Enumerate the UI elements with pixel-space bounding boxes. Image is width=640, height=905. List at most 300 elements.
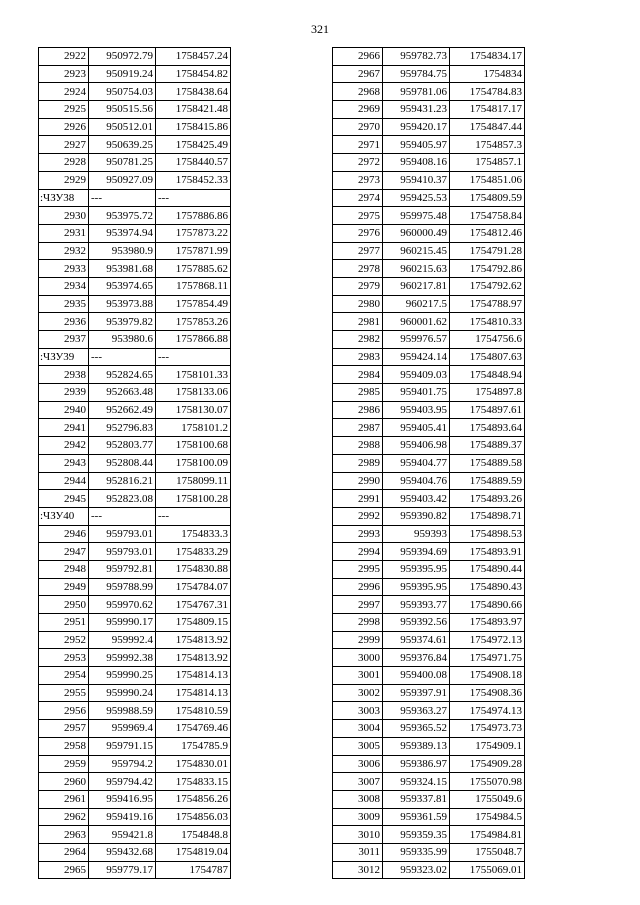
point-number-cell: 2965 — [39, 861, 89, 879]
point-number-cell: 2988 — [333, 437, 383, 455]
table-row — [333, 578, 525, 596]
y-coordinate-cell: 1754889.58 — [450, 454, 525, 472]
x-coordinate-cell: 960215.63 — [383, 260, 450, 278]
group-header-row — [39, 507, 231, 525]
y-coordinate-cell: 1754812.46 — [450, 224, 525, 242]
point-number-cell: 2958 — [39, 737, 89, 755]
y-coordinate-cell: 1754897.61 — [450, 401, 525, 419]
x-coordinate-cell: 959781.06 — [383, 83, 450, 101]
y-coordinate-cell: 1754851.06 — [450, 171, 525, 189]
table-row — [333, 454, 525, 472]
point-number-cell: 2964 — [39, 843, 89, 861]
table-row — [333, 490, 525, 508]
table-row — [39, 720, 231, 738]
table-row — [333, 808, 525, 826]
x-coordinate-cell: 959990.17 — [89, 614, 156, 632]
x-coordinate-cell: 959793.01 — [89, 543, 156, 561]
table-row — [333, 277, 525, 295]
table-row — [39, 207, 231, 225]
point-number-cell: :ЧЗУ38 — [39, 189, 89, 207]
y-coordinate-cell: 1754973.73 — [450, 720, 525, 738]
point-number-cell: 3008 — [333, 790, 383, 808]
x-coordinate-cell: 953974.94 — [89, 224, 156, 242]
x-coordinate-cell: 959788.99 — [89, 578, 156, 596]
table-row — [333, 207, 525, 225]
y-coordinate-cell: 1757873.22 — [156, 224, 231, 242]
point-number-cell: 2933 — [39, 260, 89, 278]
x-coordinate-cell: 959389.13 — [383, 737, 450, 755]
y-coordinate-cell: 1754856.26 — [156, 790, 231, 808]
point-number-cell: 2978 — [333, 260, 383, 278]
point-number-cell: 3001 — [333, 667, 383, 685]
x-coordinate-cell: 959782.73 — [383, 48, 450, 66]
table-row — [39, 83, 231, 101]
table-row — [39, 101, 231, 119]
x-coordinate-cell: 952823.08 — [89, 490, 156, 508]
table-row — [333, 48, 525, 66]
y-coordinate-cell: 1754834.17 — [450, 48, 525, 66]
point-number-cell: 2971 — [333, 136, 383, 154]
point-number-cell: 2970 — [333, 118, 383, 136]
x-coordinate-cell: 959432.68 — [89, 843, 156, 861]
x-coordinate-cell: 953973.88 — [89, 295, 156, 313]
table-row — [333, 437, 525, 455]
x-coordinate-cell: 959431.23 — [383, 101, 450, 119]
y-coordinate-cell: 1757854.49 — [156, 295, 231, 313]
point-number-cell: 3009 — [333, 808, 383, 826]
point-number-cell: 2967 — [333, 65, 383, 83]
point-number-cell: 2982 — [333, 331, 383, 349]
table-row — [39, 331, 231, 349]
y-coordinate-cell: 1754890.66 — [450, 596, 525, 614]
table-row — [39, 808, 231, 826]
y-coordinate-cell: 1758440.57 — [156, 154, 231, 172]
y-coordinate-cell: --- — [156, 507, 231, 525]
table-row — [39, 171, 231, 189]
point-number-cell: 2981 — [333, 313, 383, 331]
y-coordinate-cell: 1754791.28 — [450, 242, 525, 260]
point-number-cell: 2924 — [39, 83, 89, 101]
right-coordinate-table — [332, 47, 525, 879]
y-coordinate-cell: 1754889.59 — [450, 472, 525, 490]
x-coordinate-cell: 959421.8 — [89, 826, 156, 844]
table-row — [39, 419, 231, 437]
x-coordinate-cell: 950512.01 — [89, 118, 156, 136]
table-row — [333, 171, 525, 189]
point-number-cell: 2944 — [39, 472, 89, 490]
x-coordinate-cell: 950919.24 — [89, 65, 156, 83]
x-coordinate-cell: 959794.42 — [89, 773, 156, 791]
table-row — [333, 348, 525, 366]
table-row — [333, 313, 525, 331]
x-coordinate-cell: 959416.95 — [89, 790, 156, 808]
table-row — [39, 154, 231, 172]
x-coordinate-cell: 959794.2 — [89, 755, 156, 773]
point-number-cell: 2947 — [39, 543, 89, 561]
point-number-cell: 2928 — [39, 154, 89, 172]
y-coordinate-cell: 1754830.01 — [156, 755, 231, 773]
y-coordinate-cell: 1754814.13 — [156, 684, 231, 702]
point-number-cell: 3002 — [333, 684, 383, 702]
x-coordinate-cell: 959392.56 — [383, 614, 450, 632]
table-row — [39, 543, 231, 561]
point-number-cell: 2996 — [333, 578, 383, 596]
point-number-cell: 2940 — [39, 401, 89, 419]
table-row — [39, 366, 231, 384]
x-coordinate-cell: 959335.99 — [383, 843, 450, 861]
point-number-cell: 2950 — [39, 596, 89, 614]
y-coordinate-cell: 1757853.26 — [156, 313, 231, 331]
y-coordinate-cell: 1757866.88 — [156, 331, 231, 349]
y-coordinate-cell: 1758100.28 — [156, 490, 231, 508]
y-coordinate-cell: 1754890.44 — [450, 560, 525, 578]
y-coordinate-cell: 1754893.97 — [450, 614, 525, 632]
table-row — [39, 773, 231, 791]
table-row — [39, 277, 231, 295]
x-coordinate-cell: 950781.25 — [89, 154, 156, 172]
y-coordinate-cell: 1758130.07 — [156, 401, 231, 419]
x-coordinate-cell: 959793.01 — [89, 525, 156, 543]
x-coordinate-cell: 959990.24 — [89, 684, 156, 702]
y-coordinate-cell: 1755049.6 — [450, 790, 525, 808]
table-row — [333, 366, 525, 384]
x-coordinate-cell: 959395.95 — [383, 560, 450, 578]
table-row — [333, 154, 525, 172]
y-coordinate-cell: 1754971.75 — [450, 649, 525, 667]
point-number-cell: 2926 — [39, 118, 89, 136]
table-row — [333, 472, 525, 490]
point-number-cell: 2941 — [39, 419, 89, 437]
point-number-cell: 2945 — [39, 490, 89, 508]
x-coordinate-cell: 953980.6 — [89, 331, 156, 349]
table-row — [333, 83, 525, 101]
x-coordinate-cell: 959393 — [383, 525, 450, 543]
table-row — [39, 401, 231, 419]
x-coordinate-cell: 959988.59 — [89, 702, 156, 720]
table-row — [39, 454, 231, 472]
x-coordinate-cell: 959405.41 — [383, 419, 450, 437]
point-number-cell: 2942 — [39, 437, 89, 455]
point-number-cell: 2951 — [39, 614, 89, 632]
table-row — [39, 295, 231, 313]
point-number-cell: 3006 — [333, 755, 383, 773]
point-number-cell: 2974 — [333, 189, 383, 207]
point-number-cell: 3010 — [333, 826, 383, 844]
x-coordinate-cell: 960001.62 — [383, 313, 450, 331]
point-number-cell: 2973 — [333, 171, 383, 189]
table-row — [39, 242, 231, 260]
table-row — [39, 313, 231, 331]
x-coordinate-cell: 959791.15 — [89, 737, 156, 755]
point-number-cell: 2986 — [333, 401, 383, 419]
y-coordinate-cell: 1754889.37 — [450, 437, 525, 455]
y-coordinate-cell: 1754848.8 — [156, 826, 231, 844]
point-number-cell: 2931 — [39, 224, 89, 242]
y-coordinate-cell: 1754758.84 — [450, 207, 525, 225]
x-coordinate-cell: 959420.17 — [383, 118, 450, 136]
y-coordinate-cell: 1754898.71 — [450, 507, 525, 525]
y-coordinate-cell: 1754785.9 — [156, 737, 231, 755]
table-row — [333, 560, 525, 578]
table-row — [333, 224, 525, 242]
point-number-cell: 2922 — [39, 48, 89, 66]
point-number-cell: 3012 — [333, 861, 383, 879]
table-row — [333, 331, 525, 349]
point-number-cell: 2930 — [39, 207, 89, 225]
point-number-cell: 2999 — [333, 631, 383, 649]
y-coordinate-cell: 1754898.53 — [450, 525, 525, 543]
table-row — [39, 684, 231, 702]
table-row — [39, 649, 231, 667]
table-row — [333, 702, 525, 720]
page-number: 321 — [311, 22, 329, 36]
point-number-cell: 2925 — [39, 101, 89, 119]
table-row — [39, 48, 231, 66]
point-number-cell: 2936 — [39, 313, 89, 331]
x-coordinate-cell: 959976.57 — [383, 331, 450, 349]
point-number-cell: 2989 — [333, 454, 383, 472]
x-coordinate-cell: 952803.77 — [89, 437, 156, 455]
table-row — [333, 525, 525, 543]
x-coordinate-cell: 959410.37 — [383, 171, 450, 189]
y-coordinate-cell: 1757885.62 — [156, 260, 231, 278]
point-number-cell: :ЧЗУ40 — [39, 507, 89, 525]
y-coordinate-cell: 1754819.04 — [156, 843, 231, 861]
y-coordinate-cell: 1754809.15 — [156, 614, 231, 632]
y-coordinate-cell: 1754833.15 — [156, 773, 231, 791]
point-number-cell: 2998 — [333, 614, 383, 632]
x-coordinate-cell: 959403.95 — [383, 401, 450, 419]
point-number-cell: 2939 — [39, 384, 89, 402]
table-row — [333, 720, 525, 738]
table-row — [333, 614, 525, 632]
x-coordinate-cell: 959374.61 — [383, 631, 450, 649]
x-coordinate-cell: 952662.49 — [89, 401, 156, 419]
point-number-cell: 2927 — [39, 136, 89, 154]
table-row — [333, 384, 525, 402]
y-coordinate-cell: 1754856.03 — [156, 808, 231, 826]
y-coordinate-cell: 1754834 — [450, 65, 525, 83]
point-number-cell: 2980 — [333, 295, 383, 313]
x-coordinate-cell: 960000.49 — [383, 224, 450, 242]
x-coordinate-cell: 959405.97 — [383, 136, 450, 154]
x-coordinate-cell: 950754.03 — [89, 83, 156, 101]
y-coordinate-cell: 1754792.86 — [450, 260, 525, 278]
x-coordinate-cell: --- — [89, 507, 156, 525]
point-number-cell: 2935 — [39, 295, 89, 313]
y-coordinate-cell: 1758454.82 — [156, 65, 231, 83]
table-row — [39, 667, 231, 685]
y-coordinate-cell: 1754817.17 — [450, 101, 525, 119]
point-number-cell: 2985 — [333, 384, 383, 402]
x-coordinate-cell: 960217.81 — [383, 277, 450, 295]
point-number-cell: 2966 — [333, 48, 383, 66]
table-row — [333, 843, 525, 861]
x-coordinate-cell: 959792.81 — [89, 560, 156, 578]
table-row — [39, 790, 231, 808]
x-coordinate-cell: 959419.16 — [89, 808, 156, 826]
table-row — [333, 543, 525, 561]
y-coordinate-cell: --- — [156, 189, 231, 207]
x-coordinate-cell: 959784.75 — [383, 65, 450, 83]
y-coordinate-cell: 1754814.13 — [156, 667, 231, 685]
y-coordinate-cell: 1754890.43 — [450, 578, 525, 596]
point-number-cell: 2979 — [333, 277, 383, 295]
point-number-cell: :ЧЗУ39 — [39, 348, 89, 366]
table-row — [39, 737, 231, 755]
point-number-cell: 2957 — [39, 720, 89, 738]
x-coordinate-cell: 950927.09 — [89, 171, 156, 189]
point-number-cell: 2952 — [39, 631, 89, 649]
table-row — [39, 578, 231, 596]
table-row — [333, 667, 525, 685]
table-row — [39, 702, 231, 720]
point-number-cell: 2975 — [333, 207, 383, 225]
y-coordinate-cell: 1755069.01 — [450, 861, 525, 879]
x-coordinate-cell: 959390.82 — [383, 507, 450, 525]
y-coordinate-cell: 1754893.91 — [450, 543, 525, 561]
x-coordinate-cell: 959323.02 — [383, 861, 450, 879]
table-row — [39, 755, 231, 773]
table-row — [333, 401, 525, 419]
x-coordinate-cell: --- — [89, 189, 156, 207]
table-row — [333, 242, 525, 260]
x-coordinate-cell: 959408.16 — [383, 154, 450, 172]
x-coordinate-cell: 959990.25 — [89, 667, 156, 685]
point-number-cell: 2997 — [333, 596, 383, 614]
y-coordinate-cell: 1758101.33 — [156, 366, 231, 384]
x-coordinate-cell: 960217.5 — [383, 295, 450, 313]
point-number-cell: 2961 — [39, 790, 89, 808]
table-row — [333, 136, 525, 154]
x-coordinate-cell: 950972.79 — [89, 48, 156, 66]
y-coordinate-cell: 1754897.8 — [450, 384, 525, 402]
x-coordinate-cell: 959992.4 — [89, 631, 156, 649]
point-number-cell: 2960 — [39, 773, 89, 791]
point-number-cell: 2968 — [333, 83, 383, 101]
x-coordinate-cell: 950515.56 — [89, 101, 156, 119]
y-coordinate-cell: 1758100.09 — [156, 454, 231, 472]
x-coordinate-cell: 952796.83 — [89, 419, 156, 437]
y-coordinate-cell: 1754756.6 — [450, 331, 525, 349]
point-number-cell: 2946 — [39, 525, 89, 543]
table-row — [333, 419, 525, 437]
x-coordinate-cell: 959992.38 — [89, 649, 156, 667]
table-row — [39, 65, 231, 83]
point-number-cell: 2977 — [333, 242, 383, 260]
x-coordinate-cell: 959424.14 — [383, 348, 450, 366]
point-number-cell: 2983 — [333, 348, 383, 366]
group-header-row — [39, 189, 231, 207]
point-number-cell: 2954 — [39, 667, 89, 685]
x-coordinate-cell: 959404.77 — [383, 454, 450, 472]
point-number-cell: 2991 — [333, 490, 383, 508]
y-coordinate-cell: 1754857.3 — [450, 136, 525, 154]
table-row — [333, 861, 525, 879]
y-coordinate-cell: 1754974.13 — [450, 702, 525, 720]
x-coordinate-cell: 959425.53 — [383, 189, 450, 207]
y-coordinate-cell: 1754792.62 — [450, 277, 525, 295]
y-coordinate-cell: 1758452.33 — [156, 171, 231, 189]
table-row — [39, 631, 231, 649]
x-coordinate-cell: 959359.35 — [383, 826, 450, 844]
x-coordinate-cell: 959376.84 — [383, 649, 450, 667]
point-number-cell: 2962 — [39, 808, 89, 826]
point-number-cell: 2949 — [39, 578, 89, 596]
point-number-cell: 3000 — [333, 649, 383, 667]
x-coordinate-cell: 952663.48 — [89, 384, 156, 402]
point-number-cell: 2969 — [333, 101, 383, 119]
y-coordinate-cell: 1754909.1 — [450, 737, 525, 755]
table-row — [39, 560, 231, 578]
y-coordinate-cell: --- — [156, 348, 231, 366]
table-row — [39, 614, 231, 632]
point-number-cell: 3003 — [333, 702, 383, 720]
table-row — [39, 472, 231, 490]
point-number-cell: 2943 — [39, 454, 89, 472]
point-number-cell: 2938 — [39, 366, 89, 384]
point-number-cell: 2976 — [333, 224, 383, 242]
y-coordinate-cell: 1757886.86 — [156, 207, 231, 225]
point-number-cell: 2972 — [333, 154, 383, 172]
x-coordinate-cell: 950639.25 — [89, 136, 156, 154]
x-coordinate-cell: 959365.52 — [383, 720, 450, 738]
y-coordinate-cell: 1754830.88 — [156, 560, 231, 578]
x-coordinate-cell: 959970.62 — [89, 596, 156, 614]
y-coordinate-cell: 1755070.98 — [450, 773, 525, 791]
y-coordinate-cell: 1758457.24 — [156, 48, 231, 66]
x-coordinate-cell: 953979.82 — [89, 313, 156, 331]
point-number-cell: 2963 — [39, 826, 89, 844]
x-coordinate-cell: 953980.9 — [89, 242, 156, 260]
y-coordinate-cell: 1754787 — [156, 861, 231, 879]
table-row — [333, 507, 525, 525]
x-coordinate-cell: 959975.48 — [383, 207, 450, 225]
point-number-cell: 3005 — [333, 737, 383, 755]
point-number-cell: 2955 — [39, 684, 89, 702]
table-row — [333, 631, 525, 649]
x-coordinate-cell: 959337.81 — [383, 790, 450, 808]
point-number-cell: 2932 — [39, 242, 89, 260]
x-coordinate-cell: 959324.15 — [383, 773, 450, 791]
table-row — [39, 861, 231, 879]
point-number-cell: 3004 — [333, 720, 383, 738]
y-coordinate-cell: 1754788.97 — [450, 295, 525, 313]
x-coordinate-cell: 959394.69 — [383, 543, 450, 561]
table-row — [39, 136, 231, 154]
x-coordinate-cell: 959393.77 — [383, 596, 450, 614]
y-coordinate-cell: 1758100.68 — [156, 437, 231, 455]
y-coordinate-cell: 1757871.99 — [156, 242, 231, 260]
point-number-cell: 3007 — [333, 773, 383, 791]
point-number-cell: 2994 — [333, 543, 383, 561]
table-row — [333, 773, 525, 791]
y-coordinate-cell: 1758421.48 — [156, 101, 231, 119]
x-coordinate-cell: 959779.17 — [89, 861, 156, 879]
table-row — [333, 790, 525, 808]
point-number-cell: 2937 — [39, 331, 89, 349]
x-coordinate-cell: 952816.21 — [89, 472, 156, 490]
x-coordinate-cell: 953981.68 — [89, 260, 156, 278]
x-coordinate-cell: 959386.97 — [383, 755, 450, 773]
y-coordinate-cell: 1754848.94 — [450, 366, 525, 384]
y-coordinate-cell: 1755048.7 — [450, 843, 525, 861]
point-number-cell: 2993 — [333, 525, 383, 543]
y-coordinate-cell: 1758425.49 — [156, 136, 231, 154]
y-coordinate-cell: 1754908.36 — [450, 684, 525, 702]
point-number-cell: 2959 — [39, 755, 89, 773]
table-row — [333, 295, 525, 313]
